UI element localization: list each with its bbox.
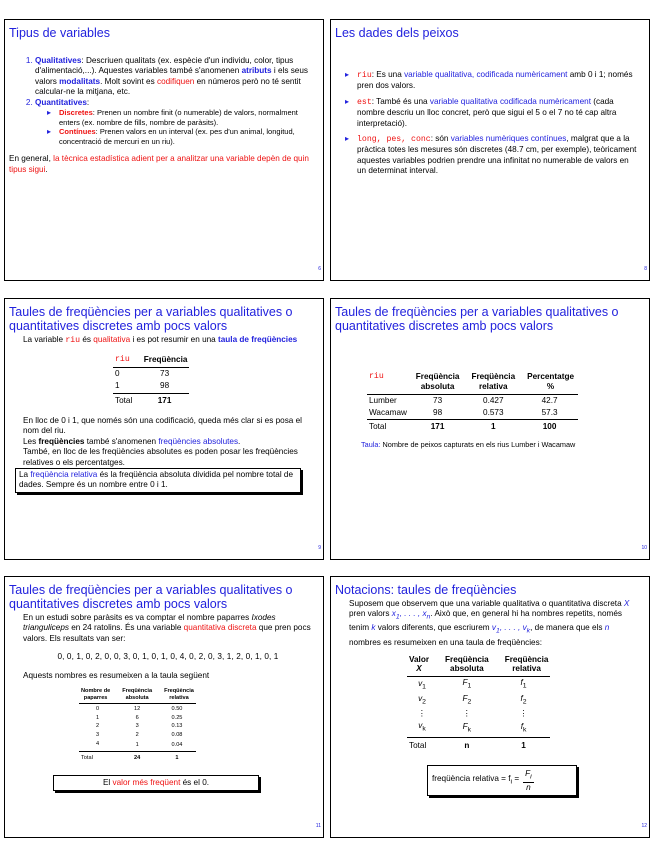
table-caption: Taula: Nombre de peixos capturats en els rius Lumber i Wacamaw <box>361 440 576 449</box>
formula-box: freqüència relativa = $f_i$ = $\frac{F_i}{n}$ <box>427 765 577 796</box>
table-row: 2 3 0.13 <box>96 723 183 730</box>
table-row: 0 73 <box>115 368 170 378</box>
frequency-table: riu Freqüència absoluta Freqüència relativa Percentatge % Lumber 73 0.427 42.7 Wacamaw 98 0.573 57.3 Total 171 1 100 <box>367 371 578 434</box>
notation-table: Valor X Freqüència absoluta Freqüència relativa $v_1$ $F_1$ $f_1$ $v_2$ $F_2$ $f_2$ ⋮ ⋮ ⋮ $v_k$ $F_k$ $f_k$ Total n 1 <box>407 654 550 753</box>
list-item-long-pes-conc: ▸ long, pes, conc: són variables numèriques contínues, malgrat que a la pràctica totes les mesures són discretes (48.7 cm, per exemple), teòricament aquestes variables podrien prendre una infinitat no numerable de valors en un determinat interval. <box>343 134 639 177</box>
frequency-table: Nombre de paparres Freqüència absoluta Freqüència relativa 0 12 0.50 1 6 0.25 2 3 0.13 3 2 0.08 4 1 0.04 Total 24 1 <box>79 687 196 765</box>
page-number: 9 <box>318 545 321 551</box>
slide-title: Taules de freqüències per a variables qualitatives o quantitatives discretes amb pocs valors <box>335 305 619 333</box>
table-row: 3 2 0.08 <box>96 732 183 738</box>
list-item-qualitatives: 1. Qualitatives: Descriuen qualitats (ex. espècie d'un individu, color, tipus d'alimentació,...). Aquestes variables també s'anomenen atributs i els seus valors modalitats. Molt sovint es codifiquen en números però no té sentit calcular-ne la mitjana, etc. <box>35 56 315 98</box>
notation-paragraph: Suposem que observem que una variable qualitativa o quantitativa discreta X pren valors $x_1$, . . . , $x_n$. Això que, en general hi ha nombres repetits, només tenim k valors diferents, que escriurem $v_1$, . . . , $v_k$, de manera que els n nombres es resumeixen en una taula de freqüències: <box>349 599 630 647</box>
table-row: $v_k$ $F_k$ $f_k$ <box>418 720 527 734</box>
frequency-table: riu Freqüència 0 73 1 98 Total 171 <box>113 354 189 408</box>
paragraph-relatives: També, en lloc de les freqüències absolutes es poden posar les freqüències relatives o els percentatges. <box>23 447 298 467</box>
slide-taules-freq-rius <box>330 298 650 560</box>
page-number: 11 <box>315 823 321 829</box>
list-item-est: ▸ est: També és una variable qualitativa codificada numèricament (cada nombre descriu un lloc concret, però que sigui el 5 o el 7 no té cap altra interpretació). <box>343 97 639 129</box>
slide-title: Les dades dels peixos <box>335 26 459 40</box>
table-row: 4 1 0.04 <box>96 740 183 749</box>
table-row: 0 12 0.50 <box>96 705 183 713</box>
table-row: ⋮ ⋮ ⋮ <box>417 709 528 719</box>
slide-notacions <box>330 576 650 838</box>
table-total-row: Total 171 <box>113 393 189 408</box>
fish-variables-list <box>343 70 639 177</box>
slide-title: Notacions: taules de freqüències <box>335 583 517 597</box>
slide-title: Tipus de variables <box>9 26 110 40</box>
page-number: 8 <box>644 266 647 272</box>
table-total-row: Total 24 1 <box>79 752 196 765</box>
quantitative-sublist <box>35 108 315 146</box>
variable-types-list <box>9 56 315 146</box>
paragraph-absolutes: Les freqüències també s'anomenen freqüències absolutes. <box>23 436 241 446</box>
list-item-riu: ▸ riu: Es una variable qualitativa, codificada numèricament amb 0 i 1; només pren dos valors. <box>343 70 639 92</box>
list-item-continues: ▸ Contínues: Prenen valors en un interval (ex. pes d'un animal, longitud, concentració de mercuri en un riu). <box>45 127 315 146</box>
highlight-box: El valor més freqüent és el 0. <box>53 775 259 791</box>
table-row: $v_2$ $F_2$ $f_2$ <box>418 694 527 706</box>
page-number: 12 <box>641 823 647 829</box>
general-paragraph: En general, la tècnica estadística adient per a analitzar una variable depèn de quin tipus sigui. <box>9 154 309 174</box>
list-item-quantitatives: 2. Quantitatives: ▸ Discretes: Prenen un nombre finit (o numerable) de valors, normalment enters (ex. nombre de fills, nombre de paràsits). ▸ Contínues: Prenen valors en un interval (ex. pes d'un animal, longitud, concentració de mercuri en un riu). <box>35 98 315 147</box>
slide-title: Taules de freqüències per a variables qualitatives o quantitatives discretes amb pocs valors <box>9 583 293 611</box>
table-row: Lumber 73 0.427 42.7 <box>369 396 558 405</box>
table-row: $v_1$ $F_1$ $f_1$ <box>418 678 527 691</box>
slide-tipus-de-variables <box>4 19 324 281</box>
definition-box: La freqüència relativa és la freqüència absoluta dividida pel nombre total de dades. Sempre és un nombre entre 0 i 1. <box>15 468 301 493</box>
slide-taules-freq-riu <box>4 298 324 560</box>
table-row: 1 6 0.25 <box>96 714 183 721</box>
table-row: 1 98 <box>115 381 170 391</box>
list-item-discretes: ▸ Discretes: Prenen un nombre finit (o numerable) de valors, normalment enters (ex. nombre de fills, nombre de paràsits). <box>45 108 315 127</box>
page-number: 6 <box>318 266 321 272</box>
page-number: 10 <box>641 545 647 551</box>
summary-sentence: Aquests nombres es resumeixen a la taula següent <box>23 670 210 680</box>
table-row: Wacamaw 98 0.573 57.3 <box>369 408 558 417</box>
data-sequence: 0, 0, 1, 0, 2, 0, 0, 3, 0, 1, 0, 1, 0, 4, 0, 2, 0, 3, 1, 2, 0, 1, 0, 1 <box>57 652 279 662</box>
table-total-row: Total n 1 <box>407 737 550 753</box>
slide-dades-peixos <box>330 19 650 281</box>
slide-title: Taules de freqüències per a variables qualitatives o quantitatives discretes amb pocs valors <box>9 305 293 333</box>
intro-paragraph: En un estudi sobre paràsits es va comptar el nombre paparres Ixodes trianguliceps en 24 ratolins. És una variable quantitativa discreta que pren pocs valors. Els resultats van ser: <box>23 613 311 643</box>
slide-taules-freq-paparres <box>4 576 324 838</box>
paragraph-lloc: En lloc de 0 i 1, que només són una codificació, queda més clar si es posa el nom del riu. <box>23 416 302 436</box>
table-total-row: Total 171 1 100 <box>367 420 578 435</box>
intro-paragraph: La variable riu és qualitativa i es pot resumir en una taula de freqüències <box>23 335 298 345</box>
